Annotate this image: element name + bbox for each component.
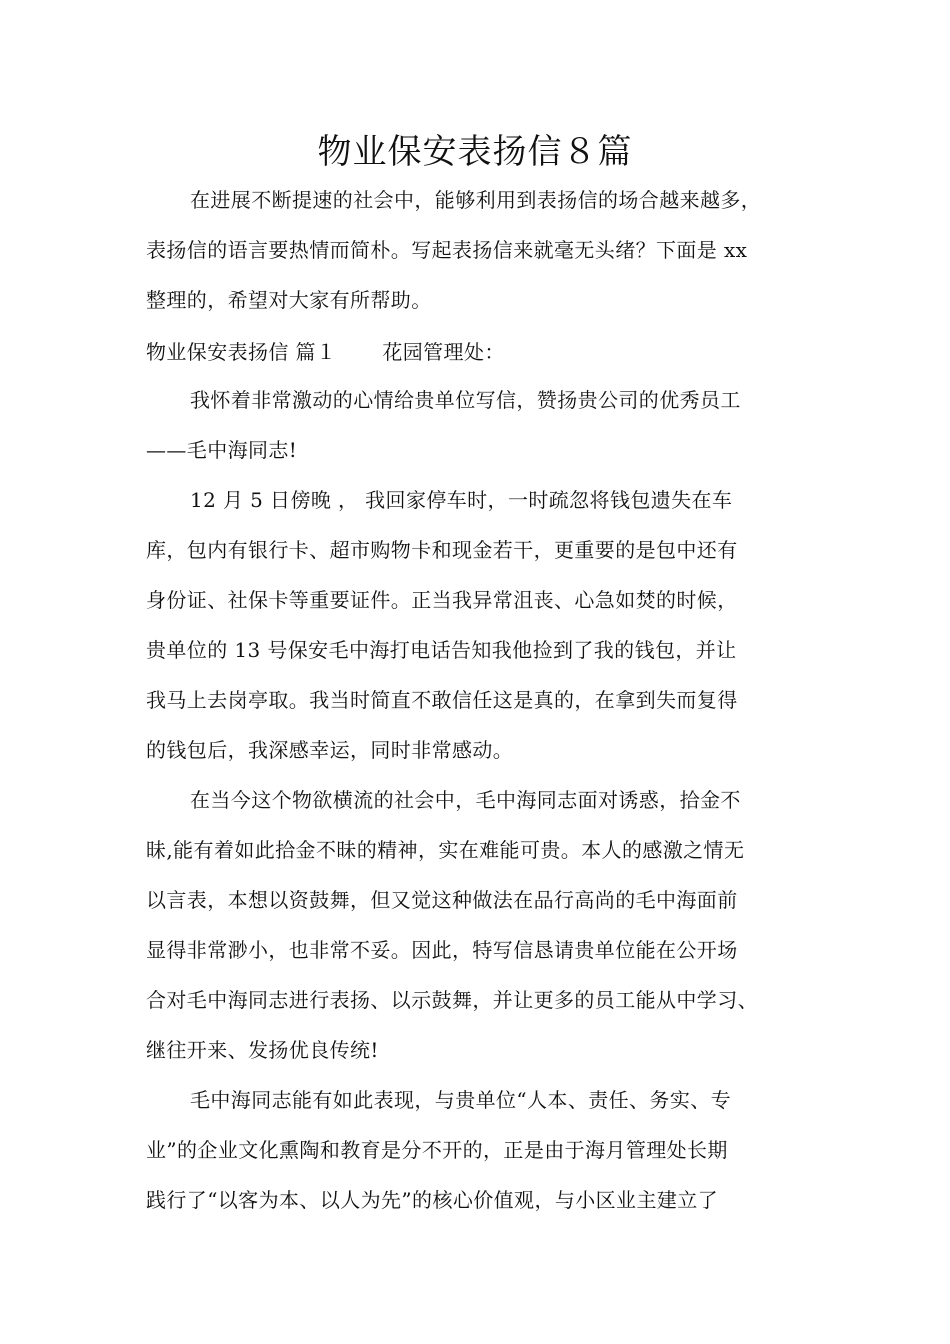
paragraph-line: 12 月 5 日傍晚 ， 我回家停车时，一时疏忽将钱包遗失在车 [190, 488, 733, 512]
paragraph-line: ——毛中海同志! [146, 438, 298, 462]
paragraph-line: 践行了“以客为本、以人为先”的核心价值观，与小区业主建立了 [146, 1188, 719, 1212]
paragraph-line: 业”的企业文化熏陶和教育是分不开的，正是由于海月管理处长期 [146, 1138, 728, 1162]
paragraph-line: 身份证、社保卡等重要证件。正当我异常沮丧、心急如焚的时候， [146, 588, 738, 612]
section-heading-line [146, 338, 505, 366]
paragraph-line: 显得非常渺小，也非常不妥。因此，特写信恳请贵单位能在公开场 [146, 938, 738, 962]
paragraph-line: 合对毛中海同志进行表扬、以示鼓舞，并让更多的员工能从中学习、 [146, 988, 758, 1012]
paragraph-line: 在进展不断提速的社会中，能够利用到表扬信的场合越来越多， [190, 188, 762, 212]
paragraph-line: 我马上去岗亭取。我当时简直不敢信任这是真的，在拿到失而复得 [146, 688, 738, 712]
paragraph-line: 我怀着非常激动的心情给贵单位写信，赞扬贵公司的优秀员工 [190, 388, 741, 412]
paragraph-line: 昧,能有着如此拾金不昧的精神，实在难能可贵。本人的感激之情无 [146, 838, 745, 862]
paragraph-line: 整理的，希望对大家有所帮助。 [146, 288, 432, 312]
paragraph-line: 以言表，本想以资鼓舞，但又觉这种做法在品行高尚的毛中海面前 [146, 888, 738, 912]
paragraph-line: 继往开来、发扬优良传统! [146, 1038, 379, 1062]
section-heading: 物业保安表扬信 篇１ [146, 340, 337, 364]
paragraph-line: 毛中海同志能有如此表现，与贵单位“人本、责任、务实、专 [190, 1088, 732, 1112]
paragraph-line: 表扬信的语言要热情而简朴。写起表扬信来就毫无头绪？下面是 xx [146, 238, 748, 262]
paragraph-line: 在当今这个物欲横流的社会中，毛中海同志面对诱惑，拾金不 [190, 788, 741, 812]
letter-addressee: 花园管理处： [382, 340, 505, 364]
paragraph-line: 贵单位的 13 号保安毛中海打电话告知我他捡到了我的钱包，并让 [146, 638, 737, 662]
paragraph-line: 库，包内有银行卡、超市购物卡和现金若干，更重要的是包中还有 [146, 538, 738, 562]
paragraph-line: 的钱包后，我深感幸运，同时非常感动。 [146, 738, 514, 762]
document-title: 物业保安表扬信８篇 [317, 132, 633, 172]
